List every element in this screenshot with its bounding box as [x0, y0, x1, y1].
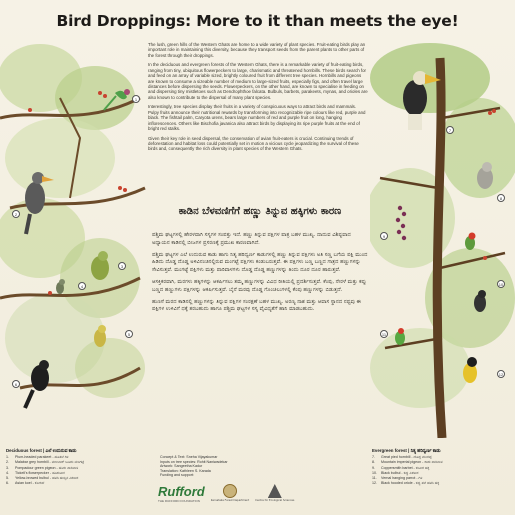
- kannada-paragraph: ಆಸಕ್ತಿಕರವಾಗಿ, ಮರಗಳು ಹಕ್ಕಿಗಳನ್ನು ಆಕರ್ಷಿಸಲು ತಮ್ಮ ಹಣ್ಣುಗಳನ್ನು ವಿವಿಧ ರೀತಿಯಲ್ಲಿ ಪ್ರದರ್ಶಿಸುತ್ತವೆ. ಕೆಂಪು, ನೇರಳೆ ಮತ್ತು ಕಪ್ಪು ಬಣ್ಣದ ಹಣ್ಣುಗಳು ಪಕ್ಷಿಗಳನ್ನು ಆಕರ್ಷಿಸುತ್ತವೆ. ಬೈನೆ ಮರವು ದೊಡ್ಡ ಗೊಂಚಲುಗಳಲ್ಲಿ ಕೆಂಪು ಹಣ್ಣುಗಳನ್ನು ಬಿಡುತ್ತದೆ.: [152, 278, 367, 293]
- credit-line: Translation: Kathleen S. Karada: [160, 468, 211, 473]
- evergreen-illustration: [370, 38, 515, 438]
- badge-8: 8: [497, 194, 505, 202]
- legend-item: 10. Black bulbul - ಕಪ್ಪು ಪಿಕಳಾರ: [372, 470, 419, 475]
- forest-dept-logo: Karnataka Forest Department: [211, 484, 249, 502]
- forest-dept-emblem-icon: [223, 484, 237, 498]
- poster-title: Bird Droppings: More to it than meets the eye!: [56, 12, 459, 30]
- kannada-paragraph: ಪಶ್ಚಿಮ ಘಟ್ಟಗಳ ಎಲೆ ಉದುರುವ ಕಾಡು ಹಾಗು ನಿತ್ಯ ಹರಿದ್ವರ್ಣ ಕಾಡುಗಳಲ್ಲಿ ಹಣ್ಣು ತಿನ್ನುವ ಪಕ್ಷಿಗಳು ಅತಿ ಸಣ್ಣ ಬಗೆಯ ಪಕ್ಷಿ ಮುಂದ ಹಿಡಿದು ದೊಡ್ಡ ದೊಡ್ಡ ಅಳಿವಿನಂಚಿನಲ್ಲಿರುವ ಮಂಗಟ್ಟೆ ಪಕ್ಷಿಗಳು ಕಂಡುಬರುತ್ತವೆ. ಈ ಪಕ್ಷಿಗಳು ಬಣ್ಣ ಬಣ್ಣದ ಗಾತ್ರದ ಹಣ್ಣುಗಳನ್ನು ಸೇವಿಸುತ್ತವೆ. ಮಂಗಟ್ಟೆ ಪಕ್ಷಿಗಳು ಮತ್ತು ಪಾರಿವಾಳಗಳು ದೊಡ್ಡ ದೊಡ್ಡ ಹಣ್ಣುಗಳನ್ನು ತಿಂದು ದೂರ ದೂರ ಹಾರುತ್ತವೆ.: [152, 251, 368, 274]
- badge-9: 9: [380, 232, 388, 240]
- rufford-logo: Rufford THE RUFFORD FOUNDATION: [158, 483, 205, 503]
- badge-4: 4: [78, 282, 86, 290]
- english-paragraph: Given their key role in seed dispersal, the conservation of avian fruit-eaters is crucial. Continuing trends of deforestation and habitat loss could potentially set in motion a vicious cycle jeopardizing the survival of these birds and, consequently the rich diversity in plant species of the Western Ghats.: [148, 135, 359, 152]
- deciduous-illustration: [0, 38, 150, 438]
- legend-deciduous: [6, 448, 151, 486]
- badge-1: 1: [132, 95, 140, 103]
- legend-item: 6. Asian koel - ಕೋಗಿಲೆ: [6, 481, 45, 486]
- badge-2: 2: [12, 210, 20, 218]
- legend-item: 4. Tickell's flowerpecker - ಹೂಕುಟುಕ: [6, 470, 65, 475]
- legend-item: 9. Coppersmith barbet - ಕುಟುರ ಹಕ್ಕಿ: [372, 465, 430, 470]
- barbet-bird: [465, 233, 476, 251]
- legend-evergreen: [372, 448, 512, 486]
- badge-3: 3: [118, 262, 126, 270]
- english-paragraph: Interestingly, tree species display their fruits in a variety of conspicuous ways to attract birds and mammals. Pulpy fruits announce their nutritional rewards by transforming into recognizable ripe colours like red, purple and black. The fishtail palm, Caryota urens, bears large numbers of red and purple fruit on long, hanging inflorescences. Others like Bischofia javanica also attract birds by displaying its ripe purple fruits at the end of bright red stalks.: [148, 104, 366, 132]
- legend-item: 1. Plum-headed parakeet - ಹೂತಲೆ ಗಿಳಿ: [6, 455, 69, 460]
- kannada-heading: ಕಾಡಿನ ಬೆಳವಣಿಗೆಗೆ ಹಣ್ಣು ತಿನ್ನುವ ಹಕ್ಕಿಗಳು ಕಾರಣ: [178, 206, 342, 217]
- credit-line: Funding and support:: [160, 473, 194, 478]
- english-paragraph: In the deciduous and evergreen forests of the Western Ghats, there is a remarkable variety of fruit-eating birds, ranging from tiny, ubiquitous flowerpeckers to large, charismatic and threatened hornbills. These birds search for and feed on an array of variable sized, brightly coloured fruit from different tree species. Hornbills and pigeons are known to consume a sizeable number of medium to large-sized fruits, especially figs, and often travel large distances before dispersing the seeds. Flowerpeckers, on the other hand, are known to specialise in feeding on and dispersing tiny mistletoes such as Dendrophthoe falcata. Bulbuls, barbets, parakeets, mynas, and orioles are also known to contribute to the dispersal of many plant species.: [148, 62, 368, 100]
- ces-logo: Centre for Ecological Sciences: [255, 484, 294, 502]
- badge-6: 6: [12, 380, 20, 388]
- right-trunk: [437, 58, 442, 438]
- credits-block: [160, 455, 360, 478]
- legend-item: 7. Great pied hornbill - ದೊಡ್ಡ ಮಂಗಟ್ಟೆ: [372, 455, 432, 460]
- legend-item: 12. Black hooded oriole - ಕಪ್ಪು ತಲೆ ಹಳದಿ ಹಕ್ಕಿ: [372, 481, 440, 486]
- badge-12: 12: [498, 372, 504, 377]
- legend-item: 3. Pompadour green pigeon - ಹಸಿರು ಪಾರಿವಾಳ: [6, 465, 79, 470]
- kannada-text-block: [152, 232, 368, 318]
- legend-evergreen-heading: Evergreen forest | ನಿತ್ಯ ಹರಿದ್ವರ್ಣ ಕಾಡು: [372, 448, 441, 453]
- credit-line: Inputs on tree species: Rohit Naniwadekar: [160, 459, 228, 464]
- hanging-parrot-bird: [395, 328, 405, 345]
- legend-item: 2. Malabar grey hornbill - ಮಲಬಾರ್ ಬೂದು ಮಂಗಟ್ಟೆ: [6, 460, 85, 465]
- sponsor-logos: [158, 477, 370, 509]
- legend-item: 11. Vernal hanging parrot - ಗಿಳಿ: [372, 476, 423, 481]
- legend-item: 5. Yellow-browed bulbul - ಹಳದಿ ಹುಬ್ಬಿನ ಪಿಕಳಾರ: [6, 476, 79, 481]
- badge-10: 10: [498, 282, 504, 287]
- badge-7: 7: [446, 126, 454, 134]
- ces-emblem-icon: [268, 484, 282, 498]
- badge-11: 11: [381, 332, 387, 337]
- credit-line: Concept & Text: Sneha Vijayakumar: [160, 455, 218, 459]
- legend-deciduous-heading: Deciduous forest | ಎಲೆ ಉದುರುವ ಕಾಡು: [6, 448, 77, 453]
- kannada-paragraph: ಪಶ್ಚಿಮ ಘಟ್ಟಗಳಲ್ಲಿ ಹೇರಳವಾಗಿ ಸಸ್ಯಗಳ ಸಂಪತ್ತು ಇದೆ. ಹಣ್ಣು ತಿನ್ನುವ ಪಕ್ಷಿಗಳ ಪಾತ್ರ ಬಹಳ ಮುಖ್ಯ. ದಾದುವ ವಿಶಿಷ್ಟವಾದ ಅಧ್ಯಾಯನ ಕಾಡಿನಲ್ಲಿ ಬೀಜಗಳ ಪ್ರಸರಣಕ್ಕೆ ಪ್ರಮುಖ ಕಾರಣವಾಗಿದೆ.: [152, 232, 351, 246]
- badge-5: 5: [125, 330, 133, 338]
- kannada-paragraph: ಹುಣಸೆ ಮರದ ಕಾಡಿನಲ್ಲಿ ಹಣ್ಣುಗಳನ್ನು ತಿನ್ನುವ ಪಕ್ಷಿಗಳ ಸಂರಕ್ಷಣೆ ಬಹಳ ಮುಖ್ಯ. ಅರಣ್ಯ ನಾಶ ಮತ್ತು ಆವಾಸ ಸ್ಥಾನದ ನಷ್ಟವು ಈ ಪಕ್ಷಿಗಳ ಉಳಿವಿಗೆ ಧಕ್ಕೆ ತರಬಹುದು ಹಾಗೂ ಪಶ್ಚಿಮ ಘಟ್ಟಗಳ ಸಸ್ಯ ವೈವಿಧ್ಯತೆಗೆ ಹಾನಿ ಮಾಡಬಹುದು.: [152, 298, 362, 313]
- english-text-block: [148, 42, 368, 156]
- legend-item: 8. Mountain imperial pigeon - ಕಾಡು ಪಾರಿವಾಳ: [372, 460, 443, 465]
- credit-line: Artwork: Sangeetha Kadur: [160, 464, 203, 469]
- english-paragraph: The lush, green hills of the Western Ghats are home to a wide variety of plant species. Fruit-eating birds play an important role in maintaining this diversity, because they transport seeds from the parent plants to other parts of the forest through their droppings.: [148, 42, 366, 58]
